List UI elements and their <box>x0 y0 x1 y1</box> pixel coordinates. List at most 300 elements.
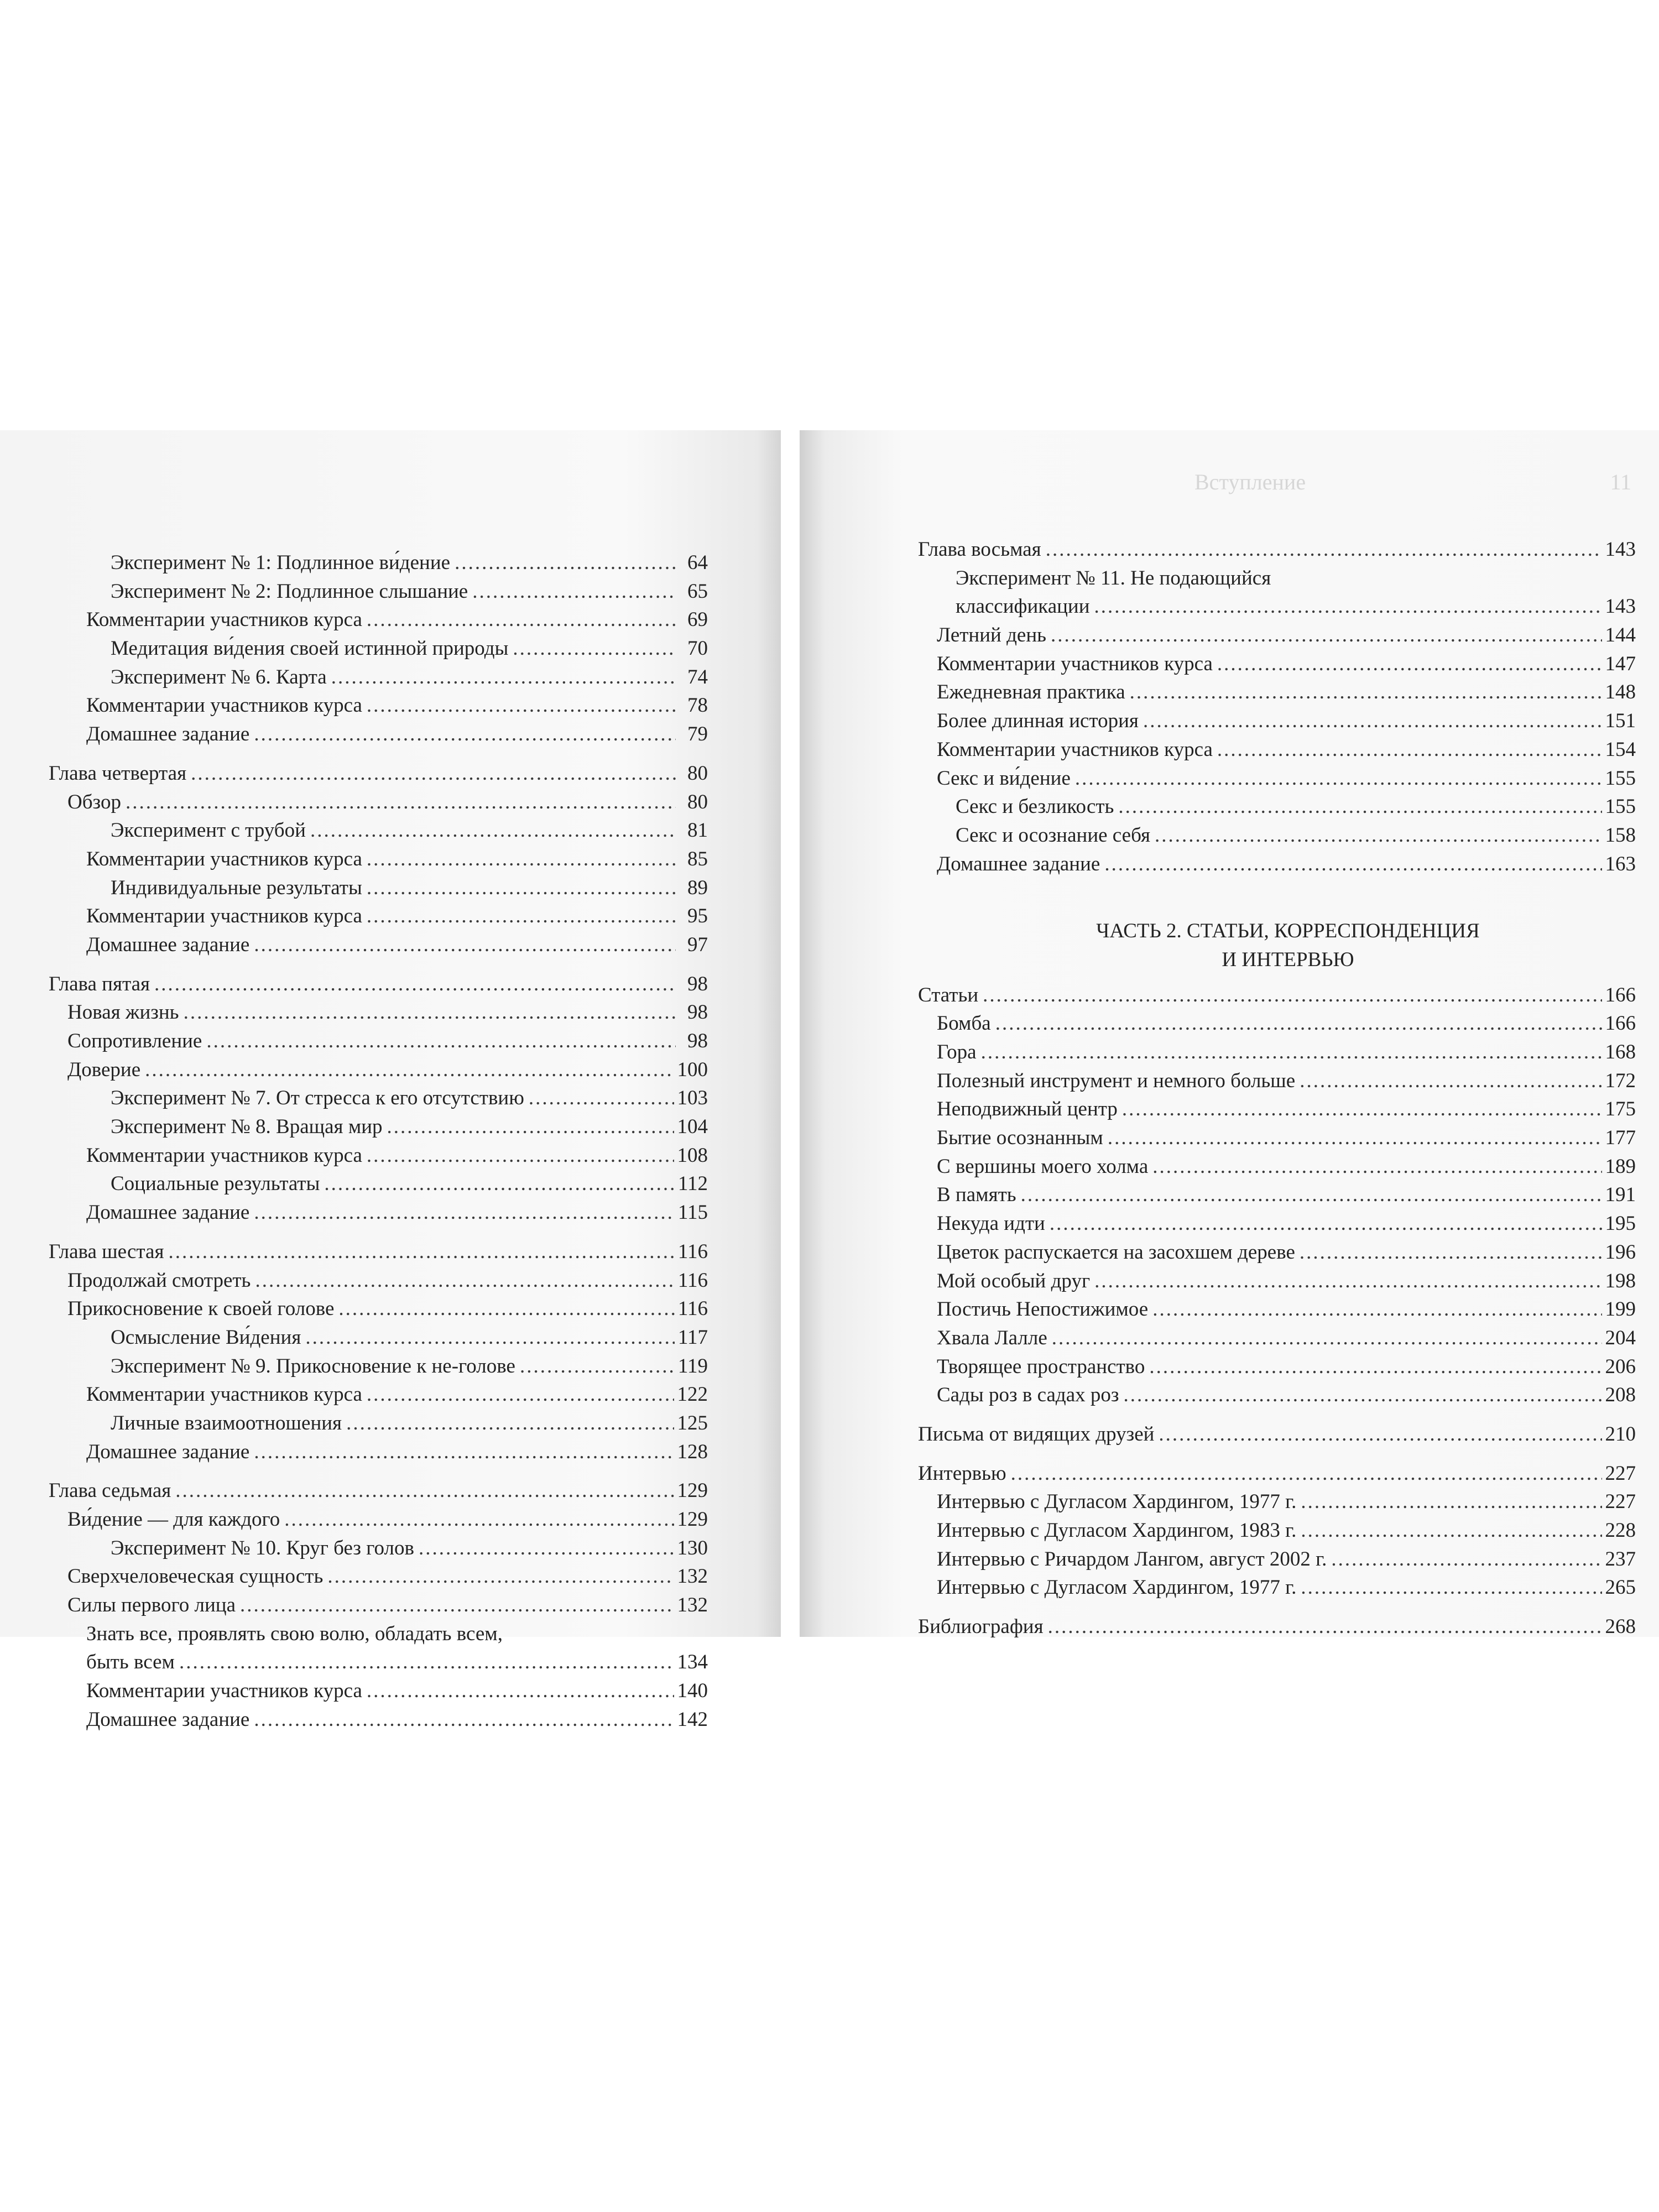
toc-page-number: 98 <box>687 1001 708 1024</box>
toc-page-number: 79 <box>687 723 708 746</box>
dot-leader <box>331 663 676 692</box>
dot-leader <box>1152 1295 1601 1324</box>
running-head-title: Вступление <box>1194 469 1306 494</box>
dot-leader <box>184 998 676 1027</box>
toc-entry-title: Социальные результаты <box>111 1172 320 1196</box>
toc-entry[interactable] <box>49 1591 708 1620</box>
toc-gap <box>49 1227 708 1238</box>
toc-entry[interactable] <box>49 788 708 817</box>
book-gutter <box>781 430 800 1637</box>
toc-page-number: 100 <box>677 1058 708 1081</box>
toc-entry-title: Эксперимент № 9. Прикосновение к не-голове <box>111 1354 515 1378</box>
toc-page-number: 132 <box>677 1565 708 1588</box>
toc-entry[interactable] <box>918 1573 1636 1602</box>
toc-entry[interactable] <box>918 1295 1636 1324</box>
toc-entry-title: Постичь Непостижимое <box>937 1298 1149 1321</box>
toc-page-number: 198 <box>1605 1269 1636 1292</box>
toc-page-number: 104 <box>677 1115 708 1139</box>
dot-leader <box>1217 650 1602 679</box>
dot-leader <box>154 970 676 999</box>
toc-page-number: 132 <box>677 1594 708 1617</box>
toc-entry-title: Неподвижный центр <box>937 1098 1118 1121</box>
toc-page-number: 172 <box>1605 1069 1636 1092</box>
toc-page-number: 128 <box>677 1440 708 1463</box>
dot-leader <box>1331 1545 1601 1574</box>
toc-entry-title: Глава пятая <box>49 972 150 995</box>
toc-entry-title: Глава восьмая <box>918 538 1041 561</box>
toc-entry[interactable] <box>49 634 708 663</box>
toc-entry-title: Эксперимент № 7. От стресса к его отсутствию <box>111 1087 524 1110</box>
toc-page-number: 115 <box>677 1201 708 1224</box>
toc-page-number: 168 <box>1605 1041 1636 1063</box>
toc-page-number: 103 <box>677 1087 708 1110</box>
dot-leader <box>126 788 676 817</box>
toc-entry[interactable] <box>49 970 708 999</box>
dot-leader <box>310 816 676 845</box>
dot-leader <box>284 1505 674 1534</box>
dot-leader <box>254 1705 674 1734</box>
toc-page-number: 116 <box>677 1269 708 1292</box>
toc-entry-title-continuation: классификации <box>956 595 1090 618</box>
toc-entry[interactable] <box>49 1266 708 1295</box>
dot-leader <box>1124 1381 1602 1410</box>
toc-page-number: 166 <box>1605 983 1636 1006</box>
toc-entry[interactable] <box>49 606 708 634</box>
toc-gap <box>49 959 708 970</box>
toc-entry[interactable] <box>918 1152 1636 1181</box>
toc-page-number: 163 <box>1605 852 1636 875</box>
toc-entry[interactable] <box>918 1067 1636 1095</box>
toc-entry-title: Доверие <box>67 1058 141 1081</box>
toc-entry-title: Глава шестая <box>49 1240 164 1263</box>
toc-entry[interactable] <box>49 1027 708 1056</box>
toc-page-number: 80 <box>687 761 708 785</box>
dot-leader <box>1300 1067 1601 1095</box>
dot-leader <box>367 902 676 931</box>
toc-entry-title: Секс и безликость <box>956 795 1114 818</box>
part2-heading <box>918 917 1636 974</box>
toc-page-number: 143 <box>1605 595 1636 618</box>
toc-entry[interactable] <box>918 764 1636 793</box>
toc-entry-title: Мой особый друг <box>937 1269 1091 1292</box>
toc-entry[interactable] <box>49 1477 708 1505</box>
dot-leader <box>240 1591 674 1620</box>
toc-entry[interactable] <box>49 1352 708 1381</box>
toc-entry-title: Обзор <box>67 790 121 813</box>
dot-leader <box>338 1295 674 1323</box>
toc-page-number: 69 <box>687 608 708 632</box>
toc-gap <box>918 1449 1636 1459</box>
toc-entry[interactable] <box>49 577 708 606</box>
toc-entry-title: Домашнее задание <box>86 933 250 956</box>
toc-page-number: 175 <box>1605 1098 1636 1121</box>
toc-entry-title: С вершины моего холма <box>937 1155 1149 1178</box>
toc-page-number: 116 <box>677 1240 708 1263</box>
toc-entry[interactable] <box>49 1141 708 1170</box>
dot-leader <box>1075 764 1602 793</box>
toc-entry[interactable] <box>918 792 1636 821</box>
toc-page-number: 166 <box>1605 1012 1636 1035</box>
toc-entry-title: Летний день <box>937 624 1047 647</box>
toc-page-number: 199 <box>1605 1298 1636 1321</box>
toc-entry-title: Ежедневная практика <box>937 681 1125 704</box>
dot-leader <box>254 1198 675 1227</box>
toc-entry[interactable] <box>49 1170 708 1198</box>
toc-page-number: 78 <box>687 694 708 717</box>
dot-leader <box>1159 1420 1601 1449</box>
dot-leader <box>367 845 676 874</box>
toc-entry[interactable] <box>918 1124 1636 1152</box>
toc-entry-title: Интервью с Дугласом Хардингом, 1983 г. <box>937 1519 1297 1542</box>
toc-page-number: 112 <box>677 1172 708 1196</box>
toc-entry-title: Глава четвертая <box>49 761 187 785</box>
toc-page-number: 98 <box>687 1030 708 1052</box>
dot-leader <box>1301 1516 1601 1545</box>
toc-entry-title: Знать все, проявлять свою волю, обладать всем, <box>86 1622 503 1645</box>
part2-heading-line1: ЧАСТЬ 2. СТАТЬИ, КОРРЕСПОНДЕНЦИЯ <box>1096 920 1480 943</box>
toc-page-number: 95 <box>687 905 708 928</box>
toc-entry-title: Эксперимент № 8. Вращая мир <box>111 1115 383 1139</box>
toc-part1-continued <box>918 535 1636 878</box>
dot-leader <box>1118 792 1601 821</box>
toc-page-number: 265 <box>1605 1576 1636 1599</box>
toc-entry-title: Домашнее задание <box>86 1708 250 1731</box>
dot-leader <box>1094 592 1602 621</box>
toc-entry-title: Цветок распускается на засохшем дереве <box>937 1240 1295 1264</box>
dot-leader <box>1104 850 1601 879</box>
toc-entry[interactable] <box>49 1323 708 1352</box>
toc-gap <box>918 1602 1636 1613</box>
toc-entry-title: Глава седьмая <box>49 1479 171 1503</box>
toc-page-number: 143 <box>1605 538 1636 561</box>
toc-entry[interactable] <box>918 821 1636 850</box>
toc-entry[interactable] <box>49 1534 708 1563</box>
dot-leader <box>255 1266 674 1295</box>
toc-entry-title: Комментарии участников курса <box>86 847 362 870</box>
toc-page-number: 89 <box>687 876 708 899</box>
toc-entry[interactable] <box>918 1353 1636 1381</box>
dot-leader <box>254 931 676 959</box>
dot-leader <box>367 1141 674 1170</box>
toc-page-number: 142 <box>677 1708 708 1731</box>
toc-page-number: 108 <box>677 1144 708 1167</box>
dot-leader <box>1011 1459 1602 1488</box>
toc-page-number: 191 <box>1605 1183 1636 1207</box>
dot-leader <box>1130 678 1602 707</box>
toc-page-number: 122 <box>677 1383 708 1406</box>
toc-entry-title: Домашнее задание <box>937 852 1100 875</box>
toc-entry-title: Некуда идти <box>937 1212 1045 1235</box>
toc-entry[interactable] <box>918 1488 1636 1516</box>
toc-page-number: 208 <box>1605 1384 1636 1407</box>
dot-leader <box>455 549 676 577</box>
toc-entry[interactable] <box>918 735 1636 764</box>
toc-page-number: 144 <box>1605 624 1636 647</box>
toc-entry-title: Медитация ви́дения своей истинной природы <box>111 637 509 660</box>
toc-page-number: 155 <box>1605 795 1636 818</box>
dot-leader <box>1108 1124 1602 1152</box>
dot-leader <box>367 606 676 634</box>
toc-entry[interactable] <box>918 1238 1636 1267</box>
toc-entry[interactable] <box>918 1209 1636 1238</box>
dot-leader <box>346 1409 674 1438</box>
toc-page-number: 125 <box>677 1411 708 1434</box>
toc-entry-title: Комментарии участников курса <box>937 738 1213 761</box>
toc-entry-title: Комментарии участников курса <box>86 1383 362 1406</box>
dot-leader <box>191 759 676 788</box>
dot-leader <box>168 1238 674 1266</box>
toc-page-number: 195 <box>1605 1212 1636 1235</box>
toc-entry-title: Комментарии участников курса <box>86 1679 362 1703</box>
toc-entry-title: Индивидуальные результаты <box>111 876 362 899</box>
dot-leader <box>206 1027 676 1056</box>
toc-entry-title: Полезный инструмент и немного больше <box>937 1069 1296 1092</box>
dot-leader <box>367 691 676 720</box>
dot-leader <box>472 577 676 606</box>
toc-entry-title: Письма от видящих друзей <box>918 1422 1155 1446</box>
part2-heading-line2: И ИНТЕРВЬЮ <box>1222 948 1354 971</box>
toc-page-number: 147 <box>1605 652 1636 675</box>
toc-entry-continuation[interactable] <box>49 1648 708 1677</box>
toc-page-number: 129 <box>677 1508 708 1531</box>
toc-entry[interactable] <box>49 1380 708 1409</box>
toc-page-number: 237 <box>1605 1547 1636 1571</box>
dot-leader <box>305 1323 675 1352</box>
toc-entry[interactable] <box>918 1267 1636 1296</box>
toc-entry[interactable] <box>918 707 1636 735</box>
dot-leader <box>175 1477 674 1505</box>
toc-entry[interactable] <box>918 564 1636 593</box>
toc-page-number: 97 <box>687 933 708 956</box>
toc-page-number: 85 <box>687 847 708 870</box>
toc-entry[interactable] <box>49 720 708 749</box>
toc-page-number: 151 <box>1605 709 1636 733</box>
dot-leader <box>179 1648 674 1677</box>
dot-leader <box>1021 1181 1602 1209</box>
dot-leader <box>1046 535 1602 564</box>
toc-entry[interactable] <box>49 998 708 1027</box>
dot-leader <box>1050 1209 1602 1238</box>
toc-entry-title: Домашнее задание <box>86 1440 250 1463</box>
dot-leader <box>1122 1095 1602 1124</box>
toc-entry[interactable] <box>49 759 708 788</box>
toc-entry[interactable] <box>918 1324 1636 1353</box>
toc-page-number: 158 <box>1605 823 1636 847</box>
toc-page-number: 227 <box>1605 1490 1636 1514</box>
toc-entry-title: Комментарии участников курса <box>86 694 362 717</box>
toc-entry[interactable] <box>49 931 708 959</box>
toc-entry-title: Домашнее задание <box>86 1201 250 1224</box>
toc-entry[interactable] <box>918 1459 1636 1488</box>
toc-page-number: 119 <box>677 1354 708 1378</box>
toc-entry-title: Комментарии участников курса <box>86 905 362 928</box>
toc-entry-title: Эксперимент № 11. Не подающийся <box>956 566 1271 589</box>
toc-gap <box>918 1410 1636 1420</box>
toc-entry[interactable] <box>918 1613 1636 1641</box>
toc-entry[interactable] <box>918 1516 1636 1545</box>
toc-entry-title: Секс и осознание себя <box>956 823 1151 847</box>
toc-entry-title: Интервью <box>918 1462 1006 1485</box>
toc-entry[interactable] <box>918 1420 1636 1449</box>
toc-page-number: 210 <box>1605 1422 1636 1446</box>
dot-leader <box>529 1084 674 1113</box>
toc-entry[interactable] <box>918 621 1636 650</box>
toc-entry-title: Комментарии участников курса <box>86 608 362 632</box>
dot-leader <box>1300 1238 1602 1267</box>
toc-entry-title: Продолжай смотреть <box>67 1269 251 1292</box>
toc-entry[interactable] <box>49 1084 708 1113</box>
dot-leader <box>367 874 676 902</box>
toc-entry-title: Сверхчеловеческая сущность <box>67 1565 324 1588</box>
toc-page-number: 268 <box>1605 1615 1636 1639</box>
toc-entry[interactable] <box>49 1505 708 1534</box>
toc-page-number: 130 <box>677 1536 708 1559</box>
toc-entry[interactable] <box>49 1056 708 1084</box>
toc-entry[interactable] <box>918 981 1636 1010</box>
toc-page-number: 134 <box>677 1651 708 1674</box>
toc-entry-title: В память <box>937 1183 1016 1207</box>
toc-entry[interactable] <box>918 678 1636 707</box>
toc-entry[interactable] <box>49 845 708 874</box>
toc-entry-title: Библиография <box>918 1615 1044 1639</box>
toc-entry-title: Ви́дение — для каждого <box>67 1508 280 1531</box>
toc-entry[interactable] <box>918 1181 1636 1209</box>
dot-leader <box>513 634 676 663</box>
toc-entry-title: Хвала Лалле <box>937 1326 1047 1349</box>
dot-leader <box>1301 1488 1601 1516</box>
toc-page-number: 148 <box>1605 681 1636 704</box>
dot-leader <box>419 1534 674 1563</box>
toc-entry[interactable] <box>918 1009 1636 1038</box>
toc-entry-title-continuation: быть всем <box>86 1651 175 1674</box>
running-head <box>940 469 1631 497</box>
toc-entry-title: Эксперимент № 2: Подлинное слышание <box>111 580 468 603</box>
toc-entry[interactable] <box>49 1113 708 1141</box>
toc-entry[interactable] <box>49 1295 708 1323</box>
toc-gap <box>49 749 708 759</box>
toc-entry-title: Секс и ви́дение <box>937 766 1071 790</box>
toc-entry-title: Бытие осознанным <box>937 1126 1103 1150</box>
toc-entry[interactable] <box>49 1705 708 1734</box>
toc-page-number: 74 <box>687 665 708 688</box>
dot-leader <box>1143 707 1602 735</box>
toc-page-number: 154 <box>1605 738 1636 761</box>
dot-leader <box>520 1352 675 1381</box>
dot-leader <box>995 1009 1602 1038</box>
dot-leader <box>1152 1152 1601 1181</box>
toc-entry-title: Творящее пространство <box>937 1355 1145 1378</box>
toc-entry[interactable] <box>49 816 708 845</box>
toc-entry-title: Осмысление Ви́дения <box>111 1326 301 1349</box>
toc-entry-title: Комментарии участников курса <box>937 652 1213 675</box>
toc-entry[interactable] <box>49 691 708 720</box>
toc-part2 <box>918 981 1636 1641</box>
toc-entry-title: Более длинная история <box>937 709 1139 733</box>
toc-entry-title: Эксперимент № 1: Подлинное ви́дение <box>111 551 451 574</box>
toc-entry[interactable] <box>49 549 708 577</box>
dot-leader <box>327 1562 674 1591</box>
toc-entry-title: Силы первого лица <box>67 1594 236 1617</box>
toc-entry[interactable] <box>49 1198 708 1227</box>
toc-entry-title: Домашнее задание <box>86 723 250 746</box>
dot-leader <box>1052 1324 1602 1353</box>
toc-entry[interactable] <box>918 1545 1636 1574</box>
toc-entry-title: Интервью с Дугласом Хардингом, 1977 г. <box>937 1576 1297 1599</box>
toc-entry-title: Сопротивление <box>67 1030 202 1052</box>
toc-page-number: 65 <box>687 580 708 603</box>
toc-page-number: 117 <box>677 1326 708 1349</box>
right-table-of-contents <box>918 535 1636 1641</box>
toc-entry-title: Бомба <box>937 1012 991 1035</box>
toc-page-number: 70 <box>687 637 708 660</box>
toc-page-number: 228 <box>1605 1519 1636 1542</box>
toc-entry[interactable] <box>49 1438 708 1467</box>
toc-entry[interactable] <box>49 1238 708 1266</box>
dot-leader <box>367 1677 674 1705</box>
toc-entry[interactable] <box>49 1620 708 1648</box>
toc-entry-title: Интервью с Дугласом Хардингом, 1977 г. <box>937 1490 1297 1514</box>
toc-page-number: 196 <box>1605 1240 1636 1264</box>
dot-leader <box>1301 1573 1601 1602</box>
running-head-page-number: 11 <box>1610 469 1631 494</box>
left-table-of-contents <box>49 549 708 1734</box>
toc-entry[interactable] <box>49 663 708 692</box>
toc-entry[interactable] <box>918 1095 1636 1124</box>
dot-leader <box>1217 735 1602 764</box>
toc-entry[interactable] <box>918 650 1636 679</box>
toc-entry-title: Прикосновение к своей голове <box>67 1297 335 1321</box>
toc-page-number: 204 <box>1605 1326 1636 1349</box>
dot-leader <box>981 1038 1602 1067</box>
toc-entry-title: Интервью с Ричардом Лангом, август 2002 г. <box>937 1547 1327 1571</box>
toc-entry[interactable] <box>49 902 708 931</box>
toc-page-number: 64 <box>687 551 708 574</box>
toc-page-number: 206 <box>1605 1355 1636 1378</box>
toc-entry[interactable] <box>918 1381 1636 1410</box>
toc-page-number: 155 <box>1605 766 1636 790</box>
toc-page-number: 80 <box>687 790 708 813</box>
toc-entry-continuation[interactable] <box>918 592 1636 621</box>
dot-leader <box>1155 821 1601 850</box>
toc-entry[interactable] <box>918 1038 1636 1067</box>
toc-page-number: 81 <box>687 819 708 842</box>
dot-leader <box>983 981 1601 1010</box>
toc-entry[interactable] <box>918 535 1636 564</box>
toc-page-number: 129 <box>677 1479 708 1503</box>
toc-entry-title: Гора <box>937 1041 977 1063</box>
toc-entry[interactable] <box>918 850 1636 879</box>
toc-entry-title: Эксперимент с трубой <box>111 819 306 842</box>
toc-page-number: 189 <box>1605 1155 1636 1178</box>
dot-leader <box>1051 621 1601 650</box>
dot-leader <box>254 1438 674 1467</box>
toc-entry[interactable] <box>49 874 708 902</box>
toc-entry[interactable] <box>49 1562 708 1591</box>
dot-leader <box>1094 1267 1601 1296</box>
toc-entry-title: Статьи <box>918 983 979 1006</box>
dot-leader <box>1048 1613 1602 1641</box>
toc-page-number: 140 <box>677 1679 708 1703</box>
toc-entry[interactable] <box>49 1409 708 1438</box>
toc-page-number: 227 <box>1605 1462 1636 1485</box>
dot-leader <box>254 720 676 749</box>
toc-entry[interactable] <box>49 1677 708 1705</box>
dot-leader <box>1149 1353 1601 1381</box>
toc-entry-title: Комментарии участников курса <box>86 1144 362 1167</box>
dot-leader <box>145 1056 674 1084</box>
toc-page-number: 98 <box>687 972 708 995</box>
dot-leader <box>324 1170 675 1198</box>
